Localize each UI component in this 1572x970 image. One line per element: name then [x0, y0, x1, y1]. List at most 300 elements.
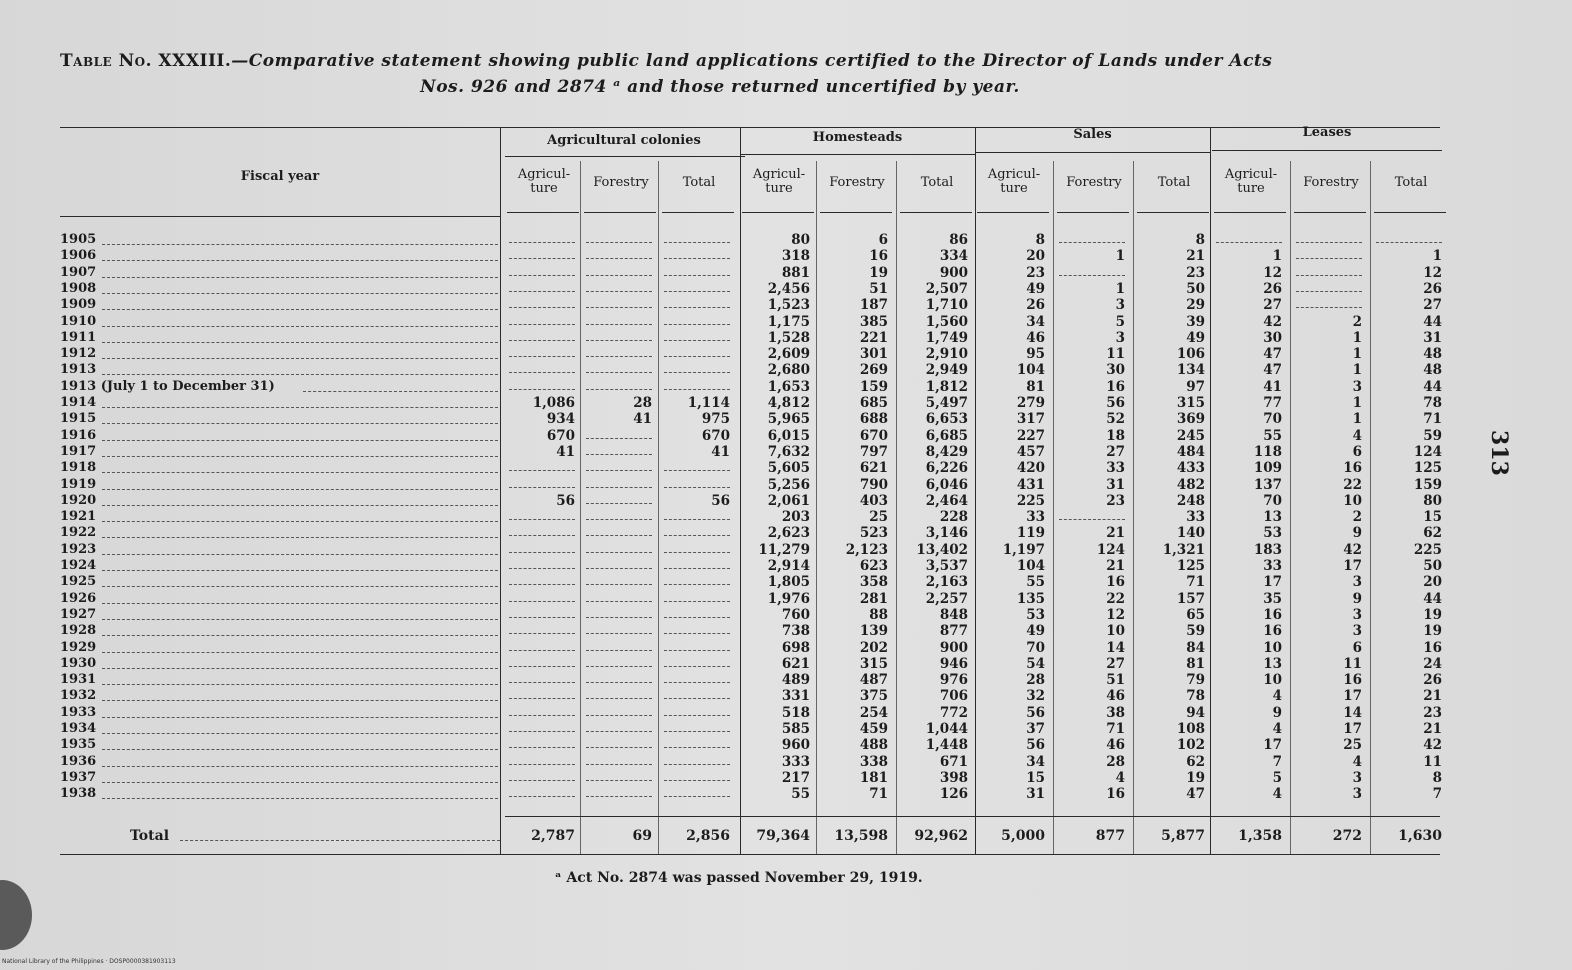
- subheader-agriculture: Agricul-ture: [1224, 167, 1278, 196]
- column-divider: [1210, 127, 1211, 855]
- table-cell: 269: [859, 362, 888, 379]
- table-cell: 124: [1096, 541, 1125, 558]
- empty-cell-dash: [664, 470, 730, 471]
- table-number: Table No. XXXIII.: [60, 51, 232, 71]
- fiscal-year-label: 1920: [60, 492, 97, 508]
- page-number: 313: [1485, 430, 1512, 476]
- table-cell: 18: [1106, 427, 1125, 444]
- table-cell: 6,226: [925, 460, 968, 477]
- table-cell: 16: [1263, 606, 1282, 623]
- table-cell: 13,402: [916, 541, 968, 558]
- table-cell: 78: [1423, 395, 1442, 411]
- empty-cell-dash: [664, 535, 730, 536]
- table-cell: 21: [1106, 558, 1125, 574]
- empty-cell-dash: [664, 731, 730, 732]
- table-cell: 7: [1272, 753, 1282, 770]
- table-cell: 53: [1263, 525, 1282, 542]
- table-cell: 1,653: [767, 378, 810, 395]
- table-cell: 50: [1423, 558, 1442, 574]
- empty-cell-dash: [586, 633, 652, 634]
- leader-dots: [102, 635, 498, 636]
- empty-cell-dash: [586, 242, 652, 243]
- fiscal-year-label: 1918: [60, 460, 97, 476]
- empty-cell-dash: [586, 324, 652, 325]
- table-cell: 56: [1026, 737, 1045, 754]
- table-cell: 109: [1253, 460, 1282, 477]
- subheader-rule: [742, 212, 814, 213]
- table-cell: 108: [1176, 721, 1205, 737]
- table-cell: 104: [1016, 558, 1045, 574]
- table-cell: 1: [1352, 329, 1362, 346]
- table-cell: 484: [1176, 443, 1205, 460]
- table-cell: 137: [1253, 476, 1282, 493]
- leader-dots: [102, 260, 498, 261]
- empty-cell-dash: [664, 487, 730, 488]
- table-cell: 518: [781, 704, 810, 721]
- table-cell: 62: [1423, 525, 1442, 542]
- table-cell: 317: [1016, 411, 1045, 428]
- fiscal-year-label: 1912: [60, 346, 97, 362]
- empty-cell-dash: [586, 601, 652, 602]
- table-cell: 16: [1423, 639, 1442, 656]
- table-cell: 487: [859, 672, 888, 689]
- header-sales: Sales: [1073, 127, 1112, 142]
- table-cell: 488: [859, 737, 888, 754]
- table-cell: 10: [1263, 639, 1282, 656]
- empty-cell-dash: [586, 568, 652, 569]
- empty-cell-dash: [664, 258, 730, 259]
- empty-cell-dash: [509, 682, 575, 683]
- empty-cell-dash: [509, 275, 575, 276]
- subcolumn-divider: [1053, 161, 1054, 854]
- table-cell: 9: [1272, 704, 1282, 721]
- table-cell: 5,965: [767, 411, 810, 428]
- table-cell: 79: [1186, 672, 1205, 689]
- table-cell: 26: [1423, 280, 1442, 297]
- table-cell: 27: [1106, 655, 1125, 672]
- empty-cell-dash: [664, 764, 730, 765]
- table-cell: 6,685: [925, 427, 968, 444]
- table-cell: 80: [791, 232, 810, 248]
- table-cell: 97: [1186, 378, 1205, 395]
- footnote: ᵃ Act No. 2874 was passed November 29, 1919.: [555, 870, 923, 886]
- subheader-rule: [900, 212, 972, 213]
- fiscal-year-label: 1915: [60, 411, 97, 427]
- table-cell: 187: [859, 297, 888, 314]
- leader-dots: [102, 619, 498, 620]
- empty-cell-dash: [586, 340, 652, 341]
- table-cell: 17: [1343, 558, 1362, 574]
- table-caption-line-1: —Comparative statement showing public land applications certified to the Director of Lands under Acts: [231, 51, 1273, 71]
- table-cell: 16: [869, 248, 888, 265]
- table-cell: 7: [1432, 786, 1442, 803]
- table-cell: 2,910: [925, 346, 968, 363]
- leader-dots: [303, 391, 498, 392]
- table-cell: 4: [1352, 427, 1362, 444]
- fiscal-year-label: 1929: [60, 639, 97, 655]
- table-cell: 4,812: [767, 395, 810, 411]
- table-cell: 1,114: [687, 395, 730, 411]
- table-cell: 22: [1343, 476, 1362, 493]
- fiscal-year-label: 1928: [60, 623, 97, 639]
- empty-cell-dash: [509, 698, 575, 699]
- empty-cell-dash: [586, 291, 652, 292]
- table-cell: 315: [859, 655, 888, 672]
- table-cell: 21: [1106, 525, 1125, 542]
- header-bottom-rule: [60, 216, 500, 217]
- fiscal-year-label: 1924: [60, 558, 97, 573]
- table-cell: 281: [859, 590, 888, 607]
- table-cell: 53: [1026, 606, 1045, 623]
- table-cell: 70: [1263, 411, 1282, 428]
- empty-cell-dash: [509, 764, 575, 765]
- table-cell: 2,123: [845, 541, 888, 558]
- table-cell: 56: [711, 492, 730, 509]
- table-cell: 26: [1263, 280, 1282, 297]
- subheader-forestry: Forestry: [1303, 175, 1359, 190]
- empty-cell-dash: [509, 519, 575, 520]
- empty-cell-dash: [509, 617, 575, 618]
- table-cell: 489: [781, 672, 810, 689]
- table-cell: 19: [1423, 606, 1442, 623]
- empty-cell-dash: [586, 519, 652, 520]
- table-cell: 248: [1176, 492, 1205, 509]
- table-cell: 5: [1115, 313, 1125, 330]
- subcolumn-divider: [658, 161, 659, 854]
- fiscal-year-label: 1930: [60, 655, 97, 671]
- table-cell: 35: [1263, 590, 1282, 607]
- table-cell: 3: [1352, 786, 1362, 803]
- subheader-total: Total: [1157, 175, 1191, 190]
- table-cell: 1: [1352, 346, 1362, 363]
- empty-cell-dash: [509, 324, 575, 325]
- header-homesteads: Homesteads: [812, 130, 903, 145]
- total-label: Total: [130, 828, 170, 844]
- table-cell: 41: [633, 411, 652, 428]
- leader-dots: [102, 586, 498, 587]
- table-cell: 70: [1263, 492, 1282, 509]
- table-cell: 3: [1352, 606, 1362, 623]
- archive-credit: National Library of the Philippines · DOSP0000381903113: [2, 958, 176, 965]
- table-cell: 2,456: [767, 280, 810, 297]
- fiscal-year-label: 1926: [60, 590, 97, 606]
- subheader-agriculture: Agricul-ture: [752, 167, 806, 196]
- table-cell: 1,044: [925, 721, 968, 737]
- table-cell: 11,279: [758, 541, 810, 558]
- fiscal-year-label: 1923: [60, 541, 97, 557]
- table-cell: 934: [546, 411, 575, 428]
- table-cell: 42: [1263, 313, 1282, 330]
- table-cell: 315: [1176, 395, 1205, 411]
- table-cell: 1: [1272, 248, 1282, 265]
- table-cell: 70: [1026, 639, 1045, 656]
- table-cell: 78: [1186, 688, 1205, 705]
- table-cell: 11: [1343, 655, 1362, 672]
- leader-dots: [102, 554, 498, 555]
- table-cell: 55: [791, 786, 810, 803]
- table-cell: 8: [1035, 232, 1045, 248]
- table-cell: 848: [939, 606, 968, 623]
- table-cell: 975: [701, 411, 730, 428]
- table-cell: 21: [1186, 248, 1205, 265]
- table-cell: 42: [1423, 737, 1442, 754]
- table-cell: 28: [1106, 753, 1125, 770]
- table-cell: 6,653: [925, 411, 968, 428]
- table-cell: 21: [1423, 688, 1442, 705]
- table-cell: 431: [1016, 476, 1045, 493]
- table-cell: 670: [546, 427, 575, 444]
- table-cell: 3,146: [925, 525, 968, 542]
- table-cell: 12: [1106, 606, 1125, 623]
- table-cell: 338: [859, 753, 888, 770]
- fiscal-year-label: 1905: [60, 232, 97, 247]
- header-agricultural-colonies: Agricultural colonies: [547, 133, 701, 148]
- table-cell: 670: [701, 427, 730, 444]
- header-fiscal-year: Fiscal year: [240, 169, 320, 184]
- empty-cell-dash: [509, 552, 575, 553]
- table-cell: 946: [939, 655, 968, 672]
- leader-dots: [102, 358, 498, 359]
- table-cell: 71: [1186, 574, 1205, 591]
- empty-cell-dash: [664, 356, 730, 357]
- table-cell: 1,523: [767, 297, 810, 314]
- table-cell: 50: [1186, 280, 1205, 297]
- subheader-rule: [1374, 212, 1446, 213]
- table-cell: 1: [1352, 362, 1362, 379]
- empty-cell-dash: [509, 340, 575, 341]
- table-cell: 10: [1263, 672, 1282, 689]
- table-cell: 254: [859, 704, 888, 721]
- table-cell: 139: [859, 623, 888, 640]
- leader-dots: [102, 489, 498, 490]
- table-cell: 31: [1026, 786, 1045, 803]
- total-cell: 1,358: [1238, 828, 1282, 844]
- table-cell: 9: [1352, 525, 1362, 542]
- table-cell: 4: [1272, 786, 1282, 803]
- table-cell: 8,429: [925, 443, 968, 460]
- table-cell: 84: [1186, 639, 1205, 656]
- leader-dots: [102, 766, 498, 767]
- subheader-agriculture: Agricul-ture: [517, 167, 571, 196]
- empty-cell-dash: [586, 372, 652, 373]
- table-cell: 14: [1106, 639, 1125, 656]
- table-cell: 2: [1352, 313, 1362, 330]
- table-cell: 49: [1026, 280, 1045, 297]
- table-cell: 16: [1106, 786, 1125, 803]
- table-cell: 124: [1413, 443, 1442, 460]
- empty-cell-dash: [664, 552, 730, 553]
- empty-cell-dash: [1059, 275, 1125, 276]
- table-cell: 49: [1186, 329, 1205, 346]
- fiscal-year-label: 1935: [60, 737, 97, 753]
- total-cell: 92,962: [914, 828, 968, 844]
- subheader-rule: [584, 212, 656, 213]
- table-cell: 1,175: [767, 313, 810, 330]
- table-cell: 47: [1263, 346, 1282, 363]
- fiscal-year-label: 1934: [60, 721, 97, 736]
- table-cell: 23: [1026, 264, 1045, 281]
- table-cell: 797: [859, 443, 888, 460]
- empty-cell-dash: [664, 340, 730, 341]
- table-cell: 159: [1413, 476, 1442, 493]
- empty-cell-dash: [664, 601, 730, 602]
- subcolumn-divider: [816, 161, 817, 854]
- leader-dots: [102, 309, 498, 310]
- table-cell: 46: [1106, 688, 1125, 705]
- table-cell: 19: [1186, 769, 1205, 786]
- table-cell: 2,507: [925, 280, 968, 297]
- leader-dots: [102, 570, 498, 571]
- table-cell: 245: [1176, 427, 1205, 444]
- fiscal-year-label: 1933: [60, 704, 97, 720]
- table-cell: 13: [1263, 509, 1282, 526]
- empty-cell-dash: [586, 764, 652, 765]
- fiscal-year-label: 1925: [60, 574, 97, 590]
- table-cell: 2,061: [767, 492, 810, 509]
- empty-cell-dash: [509, 470, 575, 471]
- table-cell: 398: [939, 769, 968, 786]
- table-cell: 1: [1115, 280, 1125, 297]
- table-cell: 88: [869, 606, 888, 623]
- table-title: [60, 48, 1460, 100]
- table-cell: 65: [1186, 606, 1205, 623]
- subheader-rule: [1294, 212, 1366, 213]
- table-cell: 3: [1115, 297, 1125, 314]
- empty-cell-dash: [586, 487, 652, 488]
- empty-cell-dash: [586, 731, 652, 732]
- table-cell: 59: [1186, 623, 1205, 640]
- table-cell: 1,976: [767, 590, 810, 607]
- empty-cell-dash: [586, 796, 652, 797]
- subheader-forestry: Forestry: [829, 175, 885, 190]
- fiscal-year-label: 1921: [60, 509, 97, 525]
- table-cell: 104: [1016, 362, 1045, 379]
- empty-cell-dash: [664, 617, 730, 618]
- table-cell: 358: [859, 574, 888, 591]
- table-cell: 2,949: [925, 362, 968, 379]
- table-cell: 59: [1423, 427, 1442, 444]
- table-cell: 49: [1026, 623, 1045, 640]
- bottom-rule: [60, 854, 1440, 855]
- fiscal-year-label: 1914: [60, 395, 97, 410]
- leader-dots: [102, 782, 498, 783]
- table-cell: 80: [1423, 492, 1442, 509]
- table-cell: 48: [1423, 362, 1442, 379]
- fiscal-year-label: 1907: [60, 264, 97, 280]
- table-cell: 331: [781, 688, 810, 705]
- fiscal-year-label: 1906: [60, 248, 97, 264]
- leader-dots: [102, 293, 498, 294]
- fiscal-year-label: 1910: [60, 313, 97, 329]
- empty-cell-dash: [509, 715, 575, 716]
- table-cell: 670: [859, 427, 888, 444]
- empty-cell-dash: [664, 389, 730, 390]
- table-cell: 41: [1263, 378, 1282, 395]
- table-cell: 3,537: [925, 558, 968, 574]
- table-cell: 52: [1106, 411, 1125, 428]
- table-cell: 181: [859, 769, 888, 786]
- subheader-rule: [1137, 212, 1209, 213]
- table-cell: 23: [1106, 492, 1125, 509]
- table-cell: 48: [1423, 346, 1442, 363]
- empty-cell-dash: [509, 731, 575, 732]
- empty-cell-dash: [664, 275, 730, 276]
- empty-cell-dash: [1376, 242, 1442, 243]
- table-cell: 11: [1423, 753, 1442, 770]
- table-cell: 17: [1263, 737, 1282, 754]
- table-cell: 8: [1432, 769, 1442, 786]
- table-cell: 5,256: [767, 476, 810, 493]
- empty-cell-dash: [664, 584, 730, 585]
- empty-cell-dash: [509, 356, 575, 357]
- table-cell: 26: [1026, 297, 1045, 314]
- empty-cell-dash: [509, 291, 575, 292]
- empty-cell-dash: [1296, 275, 1362, 276]
- table-cell: 5,497: [925, 395, 968, 411]
- table-cell: 685: [859, 395, 888, 411]
- fiscal-year-label: 1913 (July 1 to December 31): [60, 378, 275, 394]
- table-cell: 81: [1026, 378, 1045, 395]
- empty-cell-dash: [664, 633, 730, 634]
- leader-dots: [180, 840, 500, 841]
- table-cell: 6: [1352, 639, 1362, 656]
- empty-cell-dash: [586, 503, 652, 504]
- table-cell: 41: [556, 443, 575, 460]
- total-cell: 1,630: [1398, 828, 1442, 844]
- table-cell: 1,560: [925, 313, 968, 330]
- table-cell: 738: [781, 623, 810, 640]
- subcolumn-divider: [896, 161, 897, 854]
- table-cell: 900: [939, 639, 968, 656]
- table-cell: 24: [1423, 655, 1442, 672]
- empty-cell-dash: [586, 356, 652, 357]
- table-cell: 71: [869, 786, 888, 803]
- table-cell: 26: [1423, 672, 1442, 689]
- empty-cell-dash: [586, 780, 652, 781]
- table-cell: 203: [781, 509, 810, 526]
- table-cell: 9: [1352, 590, 1362, 607]
- empty-cell-dash: [586, 470, 652, 471]
- subheader-forestry: Forestry: [593, 175, 649, 190]
- table-cell: 34: [1026, 313, 1045, 330]
- table-cell: 47: [1263, 362, 1282, 379]
- table-cell: 37: [1026, 721, 1045, 737]
- table-cell: 4: [1115, 769, 1125, 786]
- table-cell: 671: [939, 753, 968, 770]
- group-rule: [975, 152, 1210, 153]
- table-cell: 56: [1106, 395, 1125, 411]
- total-cell: 69: [632, 828, 652, 844]
- table-cell: 4: [1272, 688, 1282, 705]
- table-cell: 157: [1176, 590, 1205, 607]
- header-leases: Leases: [1302, 125, 1352, 140]
- subheader-rule: [662, 212, 734, 213]
- empty-cell-dash: [509, 780, 575, 781]
- empty-cell-dash: [509, 747, 575, 748]
- table-cell: 19: [1423, 623, 1442, 640]
- empty-cell-dash: [664, 568, 730, 569]
- table-cell: 760: [781, 606, 810, 623]
- table-cell: 217: [781, 769, 810, 786]
- leader-dots: [102, 374, 498, 375]
- table-cell: 95: [1026, 346, 1045, 363]
- table-cell: 134: [1176, 362, 1205, 379]
- table-cell: 1,812: [925, 378, 968, 395]
- table-cell: 11: [1106, 346, 1125, 363]
- table-cell: 1: [1115, 248, 1125, 265]
- table-cell: 375: [859, 688, 888, 705]
- table-cell: 457: [1016, 443, 1045, 460]
